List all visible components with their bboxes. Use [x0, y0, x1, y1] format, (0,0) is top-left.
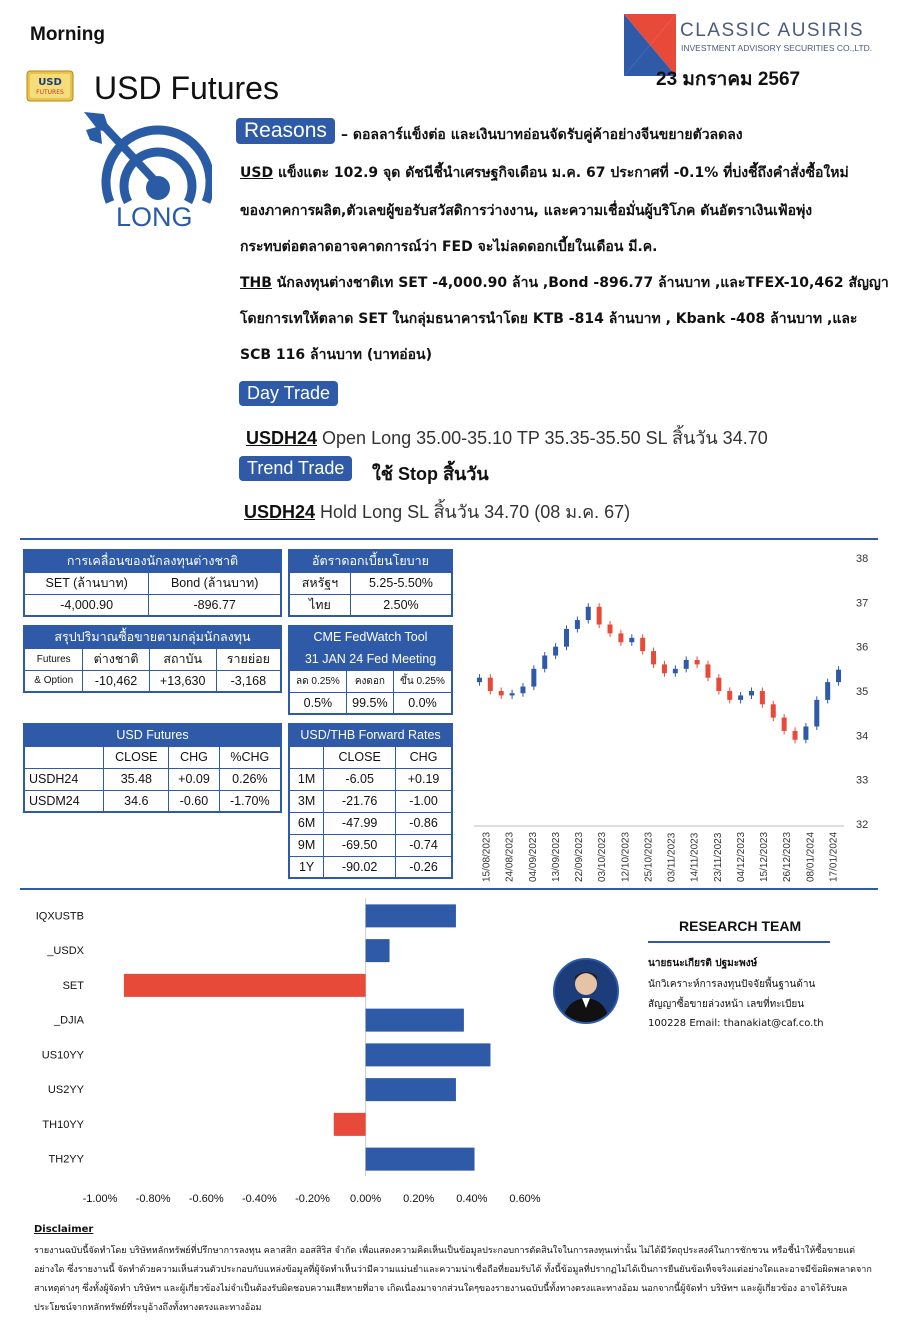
candle-body: [738, 695, 743, 699]
day-trade-label: Day Trade: [239, 381, 338, 406]
usd-reason-line-1: [240, 162, 849, 184]
policy-rate-country: สหรัฐฯ: [289, 572, 350, 594]
usd-reason-line-3: กระทบต่อตลาดอาจคาดการณ์ว่า FED จะไม่ลดดอกเบี้ยในเดือน มี.ค.: [240, 239, 658, 255]
x-tick-label: 25/10/2023: [643, 831, 655, 882]
forward-tenor: 6M: [289, 812, 324, 834]
forward-close: -90.02: [324, 856, 396, 878]
thb-reason-line-1: [240, 272, 889, 294]
bar-category-label: IQXUSTB: [35, 910, 84, 923]
stance-label: LONG: [116, 202, 193, 232]
bar-category-label: TH2YY: [48, 1153, 84, 1166]
usd-futures-chg: +0.09: [169, 768, 219, 790]
x-tick-label: -0.60%: [188, 1193, 224, 1205]
policy-rate-table: [288, 549, 453, 617]
x-tick-label: 17/01/2024: [828, 831, 840, 882]
table-row: [289, 812, 452, 834]
brand-name: CLASSIC AUSIRIS: [680, 20, 865, 41]
x-tick-label: -0.20%: [295, 1193, 330, 1205]
forward-chg: -0.74: [396, 834, 452, 856]
fedwatch-table: [288, 625, 453, 715]
candle-body: [793, 731, 798, 740]
usd-futures-header: CHG: [169, 746, 219, 768]
foreign-flow-title: การเคลื่อนของนักลงทุนต่างชาติ: [24, 550, 281, 572]
x-tick-label: 0.00%: [350, 1193, 382, 1205]
target-icon: [80, 110, 212, 210]
usdthb-candlestick-chart: [464, 546, 910, 886]
usd-line-1-text: แข็งแตะ 102.9 จุด ดัชนีชี้นำเศรษฐกิจเดือน ม.ค. 67 ประกาศที่ -0.1% ที่บ่งชี้ถึงคำสั่งซื้อใหม่: [273, 165, 849, 181]
bar-category-label: US10YY: [41, 1049, 84, 1062]
y-tick-label: 32: [856, 819, 869, 831]
table-row: [289, 856, 452, 878]
forward-close: -47.99: [324, 812, 396, 834]
y-tick-label: 34: [856, 730, 869, 743]
forward-chg: -0.86: [396, 812, 452, 834]
x-tick-label: 22/09/2023: [574, 831, 586, 882]
forward-tenor: 1Y: [289, 856, 324, 878]
usd-futures-symbol: USDH24: [24, 768, 104, 790]
candle-body: [564, 629, 569, 647]
analyst-avatar: [553, 958, 619, 1024]
investor-volume-table: [23, 625, 282, 693]
x-tick-label: 04/09/2023: [527, 831, 539, 882]
usd-futures-close: 34.6: [104, 790, 169, 812]
candle-body: [575, 620, 580, 629]
forward-rates-table: [288, 723, 453, 879]
thb-line-1-text: นักลงทุนต่างชาติเท SET -4,000.90 ล้าน ,Bond -896.77 ล้านบาท ,และTFEX-10,462 สัญญา: [271, 275, 889, 291]
usd-futures-pct: 0.26%: [219, 768, 281, 790]
day-trade-line: [246, 423, 768, 452]
analyst-contact: 100228 Email: thanakiat@caf.co.th: [648, 1018, 824, 1029]
usd-futures-table: [23, 723, 282, 813]
trend-trade-label: Trend Trade: [239, 456, 352, 481]
brand-subtitle: INVESTMENT ADVISORY SECURITIES CO.,LTD.: [681, 43, 873, 53]
fedwatch-header: ลด 0.25%: [289, 670, 346, 692]
candle-body: [608, 625, 613, 634]
fedwatch-value: 99.5%: [346, 692, 393, 714]
x-tick-label: 03/10/2023: [597, 831, 609, 882]
candle-body: [662, 664, 667, 673]
forward-close: -6.05: [324, 768, 396, 790]
fedwatch-header: ขึ้น 0.25%: [393, 670, 452, 692]
table-row: [289, 768, 452, 790]
candle-body: [727, 691, 732, 700]
usd-futures-chg: -0.60: [169, 790, 219, 812]
bar-category-label: TH10YY: [42, 1118, 84, 1131]
svg-text:FUTURES: FUTURES: [36, 89, 64, 96]
policy-rate-title: อัตราดอกเบี้ยนโยบาย: [289, 550, 452, 572]
y-tick-label: 33: [856, 774, 869, 787]
bar-djia: [366, 1009, 464, 1032]
usd-reason-line-2: ของภาคการผลิต,ตัวเลขผู้ขอรับสวัสดิการว่างงาน, และความเชื่อมั่นผู้บริโภค ดันอัตราเงินเฟ้อพุ่ง: [240, 203, 813, 219]
usd-futures-close: 35.48: [104, 768, 169, 790]
investor-volume-header: ต่างชาติ: [83, 648, 149, 670]
research-team-title: RESEARCH TEAM: [679, 918, 802, 934]
candle-body: [510, 693, 515, 695]
disclaimer-title: Disclaimer: [34, 1224, 94, 1235]
forward-chg: +0.19: [396, 768, 452, 790]
investor-volume-header: รายย่อย: [216, 648, 281, 670]
investor-volume-label: Futures: [24, 648, 83, 670]
candle-body: [477, 678, 482, 682]
y-tick-label: 35: [856, 686, 869, 698]
report-date: 23 มกราคม 2567: [656, 69, 801, 90]
bar-us10yy: [366, 1043, 491, 1066]
candle-body: [673, 669, 678, 673]
forward-rates-header: CLOSE: [324, 746, 396, 768]
x-tick-label: 12/10/2023: [620, 831, 632, 882]
fedwatch-header: คงดอก: [346, 670, 393, 692]
candle-body: [825, 682, 830, 700]
x-tick-label: 03/11/2023: [666, 832, 678, 882]
candle-body: [836, 670, 841, 682]
bar-category-label: _USDX: [47, 945, 84, 958]
foreign-flow-value-bond: -896.77: [149, 594, 281, 616]
candle-body: [553, 647, 558, 656]
policy-rate-country: ไทย: [289, 594, 350, 616]
candle-body: [651, 651, 656, 664]
thb-reason-line-3: SCB 116 ล้านบาท (บาทอ่อน): [240, 347, 433, 363]
forward-tenor: 3M: [289, 790, 324, 812]
fedwatch-value: 0.0%: [393, 692, 452, 714]
candle-body: [705, 664, 710, 677]
usd-code: USD: [240, 165, 274, 181]
usd-futures-pct: -1.70%: [219, 790, 281, 812]
forward-chg: -0.26: [396, 856, 452, 878]
x-tick-label: 0.40%: [456, 1193, 488, 1205]
table-row: [24, 790, 281, 812]
page-title: USD Futures: [94, 70, 279, 106]
investor-volume-title: สรุปปริมาณซื้อขายตามกลุ่มนักลงทุน: [24, 626, 281, 648]
candle-body: [597, 607, 602, 625]
investor-volume-value: +13,630: [149, 670, 216, 692]
trend-trade-line: [244, 497, 630, 526]
y-tick-label: 36: [856, 641, 869, 654]
foreign-flow-value-set: -4,000.90: [24, 594, 149, 616]
day-trade-text: Open Long 35.00-35.10 TP 35.35-35.50 SL สิ้นวัน 34.70: [317, 428, 768, 448]
candle-body: [531, 669, 536, 687]
candle-body: [749, 691, 754, 695]
analyst-name: นายธนะเกียรติ ปฐมะพงษ์: [648, 958, 758, 969]
candle-body: [629, 638, 634, 642]
usd-futures-header: CLOSE: [104, 746, 169, 768]
trend-trade-text: Hold Long SL สิ้นวัน 34.70 (08 ม.ค. 67): [315, 502, 631, 522]
foreign-flow-table: [23, 549, 282, 617]
x-tick-label: 24/08/2023: [504, 831, 516, 882]
table-row: [289, 834, 452, 856]
fedwatch-value: 0.5%: [289, 692, 346, 714]
fedwatch-title: CME FedWatch Tool: [289, 626, 452, 648]
candle-body: [520, 687, 525, 694]
candle-body: [803, 726, 808, 739]
forward-chg: -1.00: [396, 790, 452, 812]
x-tick-label: 13/09/2023: [550, 831, 562, 882]
candle-body: [695, 660, 700, 664]
trend-trade-code: USDH24: [244, 502, 316, 522]
investor-volume-value: -3,168: [216, 670, 281, 692]
forward-tenor: 1M: [289, 768, 324, 790]
bar-set: [124, 974, 366, 997]
forward-close: -69.50: [324, 834, 396, 856]
x-tick-label: 0.20%: [403, 1193, 435, 1205]
bar-us2yy: [366, 1078, 456, 1101]
bar-iqxustb: [366, 904, 456, 927]
foreign-flow-header-set: SET (ล้านบาท): [24, 572, 149, 594]
y-tick-label: 37: [856, 597, 869, 610]
fedwatch-meeting: 31 JAN 24 Fed Meeting: [289, 648, 452, 670]
policy-rate-value: 5.25-5.50%: [350, 572, 452, 594]
research-team-underline: [648, 941, 830, 943]
forward-rates-header: CHG: [396, 746, 452, 768]
x-tick-label: -0.40%: [241, 1193, 277, 1205]
usd-futures-header-blank: [24, 746, 104, 768]
svg-text:USD: USD: [38, 77, 62, 88]
candle-body: [771, 704, 776, 717]
bar-th10yy: [334, 1113, 366, 1136]
x-tick-label: 14/11/2023: [689, 832, 701, 882]
investor-volume-label: & Option: [24, 670, 83, 692]
candle-body: [760, 691, 765, 704]
section-divider-bottom: [20, 888, 878, 890]
candle-body: [640, 638, 645, 651]
analyst-role: นักวิเคราะห์การลงทุนปัจจัยพื้นฐานด้าน: [648, 979, 816, 990]
x-tick-label: 04/12/2023: [735, 831, 747, 882]
section-divider-top: [20, 538, 878, 540]
forward-close: -21.76: [324, 790, 396, 812]
bar-category-label: _DJIA: [54, 1014, 84, 1027]
investor-volume-value: -10,462: [83, 670, 149, 692]
x-tick-label: 26/12/2023: [782, 831, 794, 882]
candle-body: [684, 660, 689, 669]
candle-body: [782, 718, 787, 731]
y-tick-label: 38: [856, 553, 869, 565]
disclaimer-body: รายงานฉบับนี้จัดทำโดย บริษัทหลักทรัพย์ที่ปรึกษาการลงทุน คลาสสิก ออสสิริส จำกัด เพื่อแสดงความคิดเห็นเป็นข้อมูลประกอบการตัดสินใจในการลงทุนเท่านั้น ไม่ได้มีวัตถุประสงค์ในการชักชวน หรือชี้นำให้ซื้อขายแต่อย่างใด ซึ่งรายงานนี้ จัดทำด้วยความเห็นส่วนตัวประกอบกับแหล่งข้อมูลที่ผู้จัดทำเห็นว่ามีความแม่นยำและความน่าเชื่อถือที่ยอมรับได้ ทั้งนี้ข้อมูลที่ปรากฏไม่ได้เป็นการยืนยันข้อเท็จจริงแต่อย่างใดและอาจมีข้อผิดพลาดจากสาเหตุต่างๆ ซึ่งทั้งผู้จัดทำ บริษัทฯ และผู้เกี่ยวข้องไม่จำเป็นต้องรับผิดชอบความเสียหายที่อาจ เกิดเนื่องมาจากส่วนใดๆของรายงานฉบับนี้ทั้งทางตรงและทางอ้อม นอกจากนี้ผู้จัดทำ บริษัทฯ และผู้เกี่ยวข้อง อาจได้รับผลประโยชน์จากหลักทรัพย์ที่ระบุอ้างถึงทั้งทางตรงและทางอ้อม: [34, 1246, 872, 1313]
usd-futures-header: %CHG: [219, 746, 281, 768]
bar-category-label: US2YY: [47, 1084, 84, 1097]
bar-usdx: [366, 939, 390, 962]
trend-trade-note: ใช้ Stop สิ้นวัน: [372, 464, 489, 484]
thb-reason-line-2: โดยการเทให้ตลาด SET ในกลุ่มธนาคารนำโดย KTB -814 ล้านบาท , Kbank -408 ล้านบาท ,และ: [240, 311, 858, 327]
bar-category-label: SET: [62, 979, 84, 992]
candle-body: [488, 678, 493, 691]
x-tick-label: -0.80%: [135, 1193, 171, 1205]
candle-body: [814, 700, 819, 727]
candle-body: [618, 633, 623, 642]
forward-rates-header-blank: [289, 746, 324, 768]
x-tick-label: 15/12/2023: [759, 831, 771, 882]
reasons-label: Reasons: [236, 118, 335, 144]
thb-code: THB: [240, 275, 272, 291]
forward-rates-title: USD/THB Forward Rates: [289, 724, 452, 746]
candle-body: [499, 691, 504, 695]
bar-th2yy: [366, 1148, 475, 1171]
foreign-flow-header-bond: Bond (ล้านบาท): [149, 572, 281, 594]
x-tick-label: 23/11/2023: [712, 832, 724, 882]
x-tick-label: -1.00%: [82, 1193, 118, 1205]
x-tick-label: 0.60%: [509, 1193, 541, 1205]
candle-body: [716, 678, 721, 691]
policy-rate-value: 2.50%: [350, 594, 452, 616]
reasons-headline: – ดอลลาร์แข็งต่อ และเงินบาทอ่อนจัดรับคู่ค้าอย่างจีนขยายตัวลดลง: [341, 127, 743, 143]
x-tick-label: 15/08/2023: [481, 831, 493, 882]
analyst-license: สัญญาซื้อขายล่วงหน้า เลขที่ทะเบียน: [648, 999, 805, 1010]
forward-tenor: 9M: [289, 834, 324, 856]
table-row: [24, 768, 281, 790]
market-change-bar-chart: [20, 896, 550, 1212]
usd-futures-symbol: USDM24: [24, 790, 104, 812]
x-tick-label: 08/01/2024: [805, 831, 817, 882]
session-label: Morning: [30, 24, 105, 45]
usd-futures-logo: [26, 70, 74, 102]
table-row: [289, 790, 452, 812]
investor-volume-header: สถาบัน: [149, 648, 216, 670]
day-trade-code: USDH24: [246, 428, 318, 448]
usd-futures-title: USD Futures: [24, 724, 281, 746]
candle-body: [542, 656, 547, 669]
candle-body: [586, 607, 591, 620]
